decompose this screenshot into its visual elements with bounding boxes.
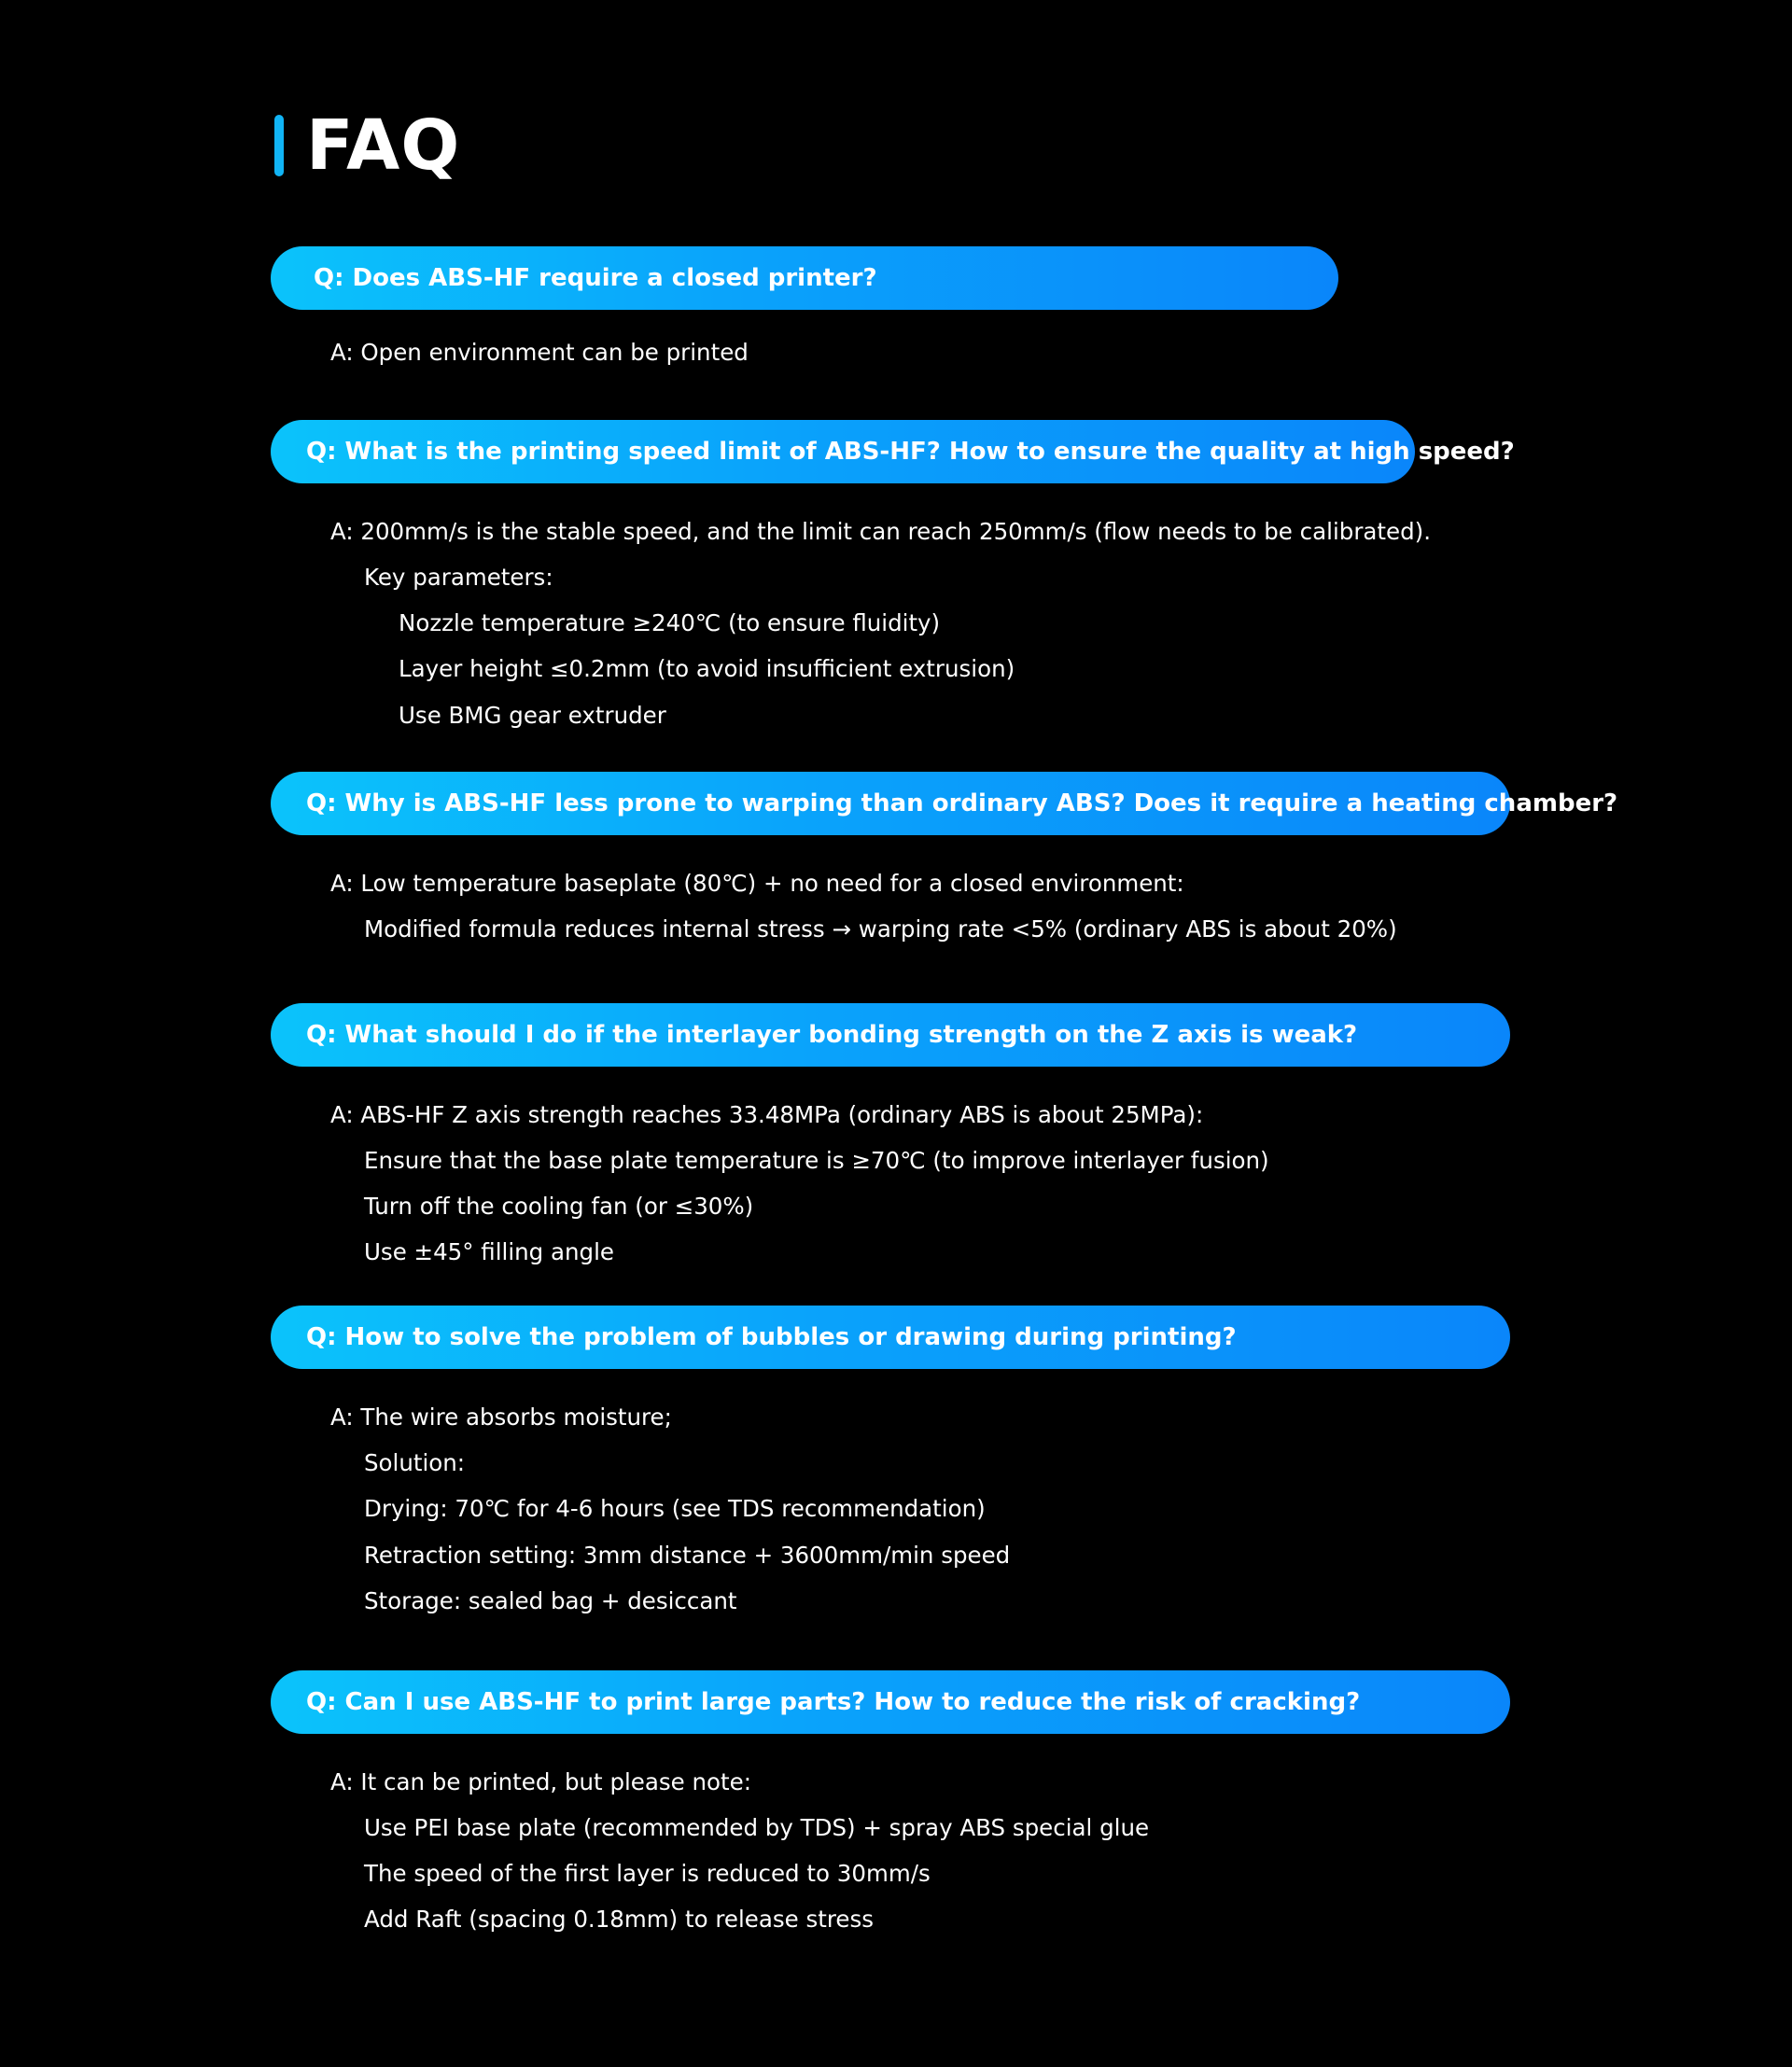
faq-answer-1-line-1: A: Open environment can be printed — [330, 339, 749, 366]
faq-answer-2-line-4: Layer height ≤0.2mm (to avoid insufficient extrusion) — [399, 655, 1015, 682]
faq-answer-4-line-1: A: ABS-HF Z axis strength reaches 33.48MPa (ordinary ABS is about 25MPa): — [330, 1101, 1204, 1128]
faq-answer-4-line-2: Ensure that the base plate temperature is ≥70℃ (to improve interlayer fusion) — [364, 1147, 1269, 1174]
faq-question-2 — [271, 420, 1515, 483]
faq-answer-3-line-1: A: Low temperature baseplate (80℃) + no need for a closed environment: — [330, 870, 1184, 897]
faq-answer-6-line-4: Add Raft (spacing 0.18mm) to release stress — [364, 1906, 874, 1933]
faq-answer-2-line-3: Nozzle temperature ≥240℃ (to ensure fluidity) — [399, 609, 941, 636]
faq-answer-5-line-4: Retraction setting: 3mm distance + 3600mm/min speed — [364, 1542, 1011, 1569]
faq-question-1 — [271, 246, 1338, 310]
faq-answer-3-line-2: Modified formula reduces internal stress → warping rate <5% (ordinary ABS is about 20%) — [364, 915, 1397, 943]
page-title — [274, 105, 461, 186]
faq-question-5 — [271, 1306, 1510, 1369]
faq-answer-5-line-5: Storage: sealed bag + desiccant — [364, 1587, 737, 1614]
page-title-text: FAQ — [306, 105, 461, 186]
faq-question-4 — [271, 1003, 1510, 1067]
faq-answer-5-line-1: A: The wire absorbs moisture; — [330, 1404, 672, 1431]
faq-question-6-text: Q: Can I use ABS-HF to print large parts? How to reduce the risk of cracking? — [306, 1688, 1361, 1716]
faq-answer-6-line-1: A: It can be printed, but please note: — [330, 1768, 751, 1795]
faq-question-2-text: Q: What is the printing speed limit of ABS-HF? How to ensure the quality at high speed? — [306, 438, 1515, 466]
faq-question-6 — [271, 1670, 1510, 1734]
faq-answer-4-line-4: Use ±45° filling angle — [364, 1238, 614, 1265]
faq-answer-4-line-3: Turn off the cooling fan (or ≤30%) — [364, 1193, 754, 1220]
faq-question-3 — [271, 772, 1618, 835]
faq-question-5-text: Q: How to solve the problem of bubbles or drawing during printing? — [306, 1323, 1237, 1351]
faq-answer-6-line-2: Use PEI base plate (recommended by TDS) + spray ABS special glue — [364, 1814, 1150, 1841]
faq-question-1-text: Q: Does ABS-HF require a closed printer? — [314, 264, 877, 292]
faq-answer-2-line-1: A: 200mm/s is the stable speed, and the limit can reach 250mm/s (flow needs to be calibrated). — [330, 518, 1431, 545]
faq-question-3-text: Q: Why is ABS-HF less prone to warping than ordinary ABS? Does it require a heating chamber? — [306, 789, 1618, 817]
faq-question-4-text: Q: What should I do if the interlayer bonding strength on the Z axis is weak? — [306, 1021, 1358, 1049]
faq-answer-2-line-2: Key parameters: — [364, 564, 553, 591]
title-accent-bar — [274, 115, 284, 176]
faq-answer-5-line-2: Solution: — [364, 1449, 466, 1476]
faq-answer-6-line-3: The speed of the first layer is reduced to 30mm/s — [364, 1860, 931, 1887]
faq-answer-5-line-3: Drying: 70℃ for 4-6 hours (see TDS recommendation) — [364, 1495, 986, 1522]
faq-answer-2-line-5: Use BMG gear extruder — [399, 702, 666, 729]
